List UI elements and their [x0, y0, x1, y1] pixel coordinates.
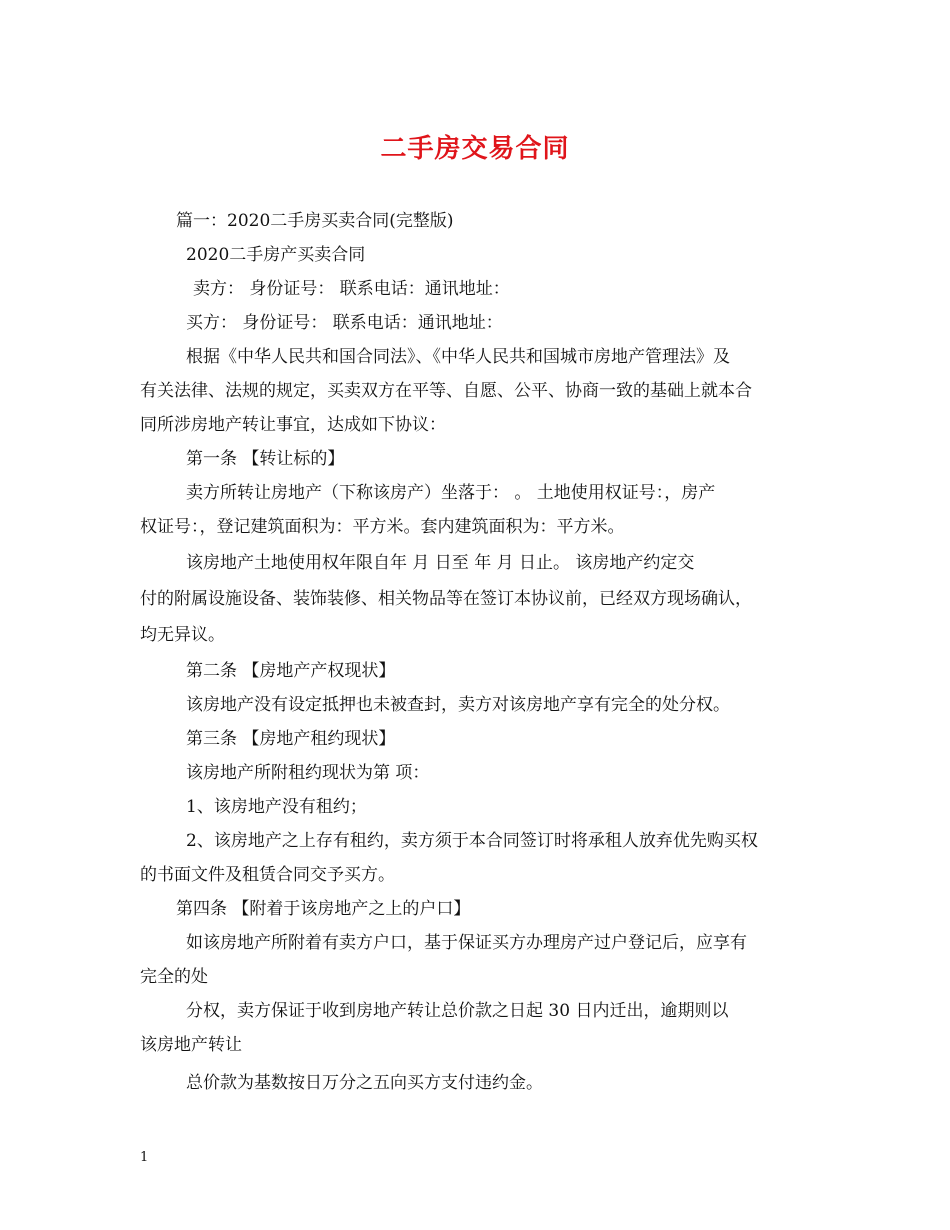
page-number: 1 [140, 1150, 149, 1165]
article-heading: 第一条 【转让标的】 [186, 449, 345, 469]
article-heading: 第四条 【附着于该房地产之上的户口】 [176, 899, 471, 919]
paragraph-line: 完全的处 [140, 967, 208, 987]
paragraph-line: 的书面文件及租赁合同交予买方。 [140, 865, 395, 885]
paragraph-line: 付的附属设施设备、装饰装修、相关物品等在签订本协议前，已经双方现场确认， [140, 589, 752, 609]
article-heading: 第二条 【房地产产权现状】 [186, 661, 396, 681]
paragraph-line: 该房地产土地使用权年限自年 月 日至 年 月 日止。 该房地产约定交 [186, 553, 695, 573]
paragraph-line: 同所涉房地产转让事宜，达成如下协议： [140, 415, 446, 435]
section-heading: 篇一：2020二手房买卖合同(完整版) [176, 211, 454, 231]
paragraph-line: 该房地产所附租约现状为第 项： [186, 763, 430, 783]
article-heading: 第三条 【房地产租约现状】 [186, 729, 396, 749]
paragraph-line: 根据《中华人民共和国合同法》、《中华人民共和国城市房地产管理法》及 [186, 347, 730, 367]
paragraph-line: 有关法律、法规的规定，买卖双方在平等、自愿、公平、协商一致的基础上就本合 [140, 381, 752, 401]
buyer-info-line: 买方： 身份证号： 联系电话：通讯地址： [186, 313, 503, 333]
paragraph-line: 该房地产转让 [140, 1035, 242, 1055]
document-title: 二手房交易合同 [380, 134, 570, 164]
seller-info-line: 卖方： 身份证号： 联系电话：通讯地址： [193, 279, 510, 299]
paragraph-line: 权证号：，登记建筑面积为：平方米。套内建筑面积为：平方米。 [140, 517, 625, 537]
paragraph-line: 均无异议。 [140, 625, 225, 645]
list-item: 2、该房地产之上存有租约，卖方须于本合同签订时将承租人放弃优先购买权 [186, 831, 758, 851]
paragraph-line: 总价款为基数按日万分之五向买方支付违约金。 [186, 1073, 543, 1093]
paragraph-line: 该房地产没有设定抵押也未被查封，卖方对该房地产享有完全的处分权。 [186, 695, 730, 715]
paragraph-line: 卖方所转让房地产（下称该房产）坐落于： 。 土地使用权证号：，房产 [186, 483, 716, 503]
contract-subtitle: 2020二手房产买卖合同 [186, 245, 366, 265]
paragraph-line: 如该房地产所附着有卖方户口，基于保证买方办理房产过户登记后，应享有 [186, 933, 747, 953]
list-item: 1、该房地产没有租约； [186, 797, 367, 817]
paragraph-line: 分权，卖方保证于收到房地产转让总价款之日起 30 日内迁出，逾期则以 [186, 1001, 729, 1021]
